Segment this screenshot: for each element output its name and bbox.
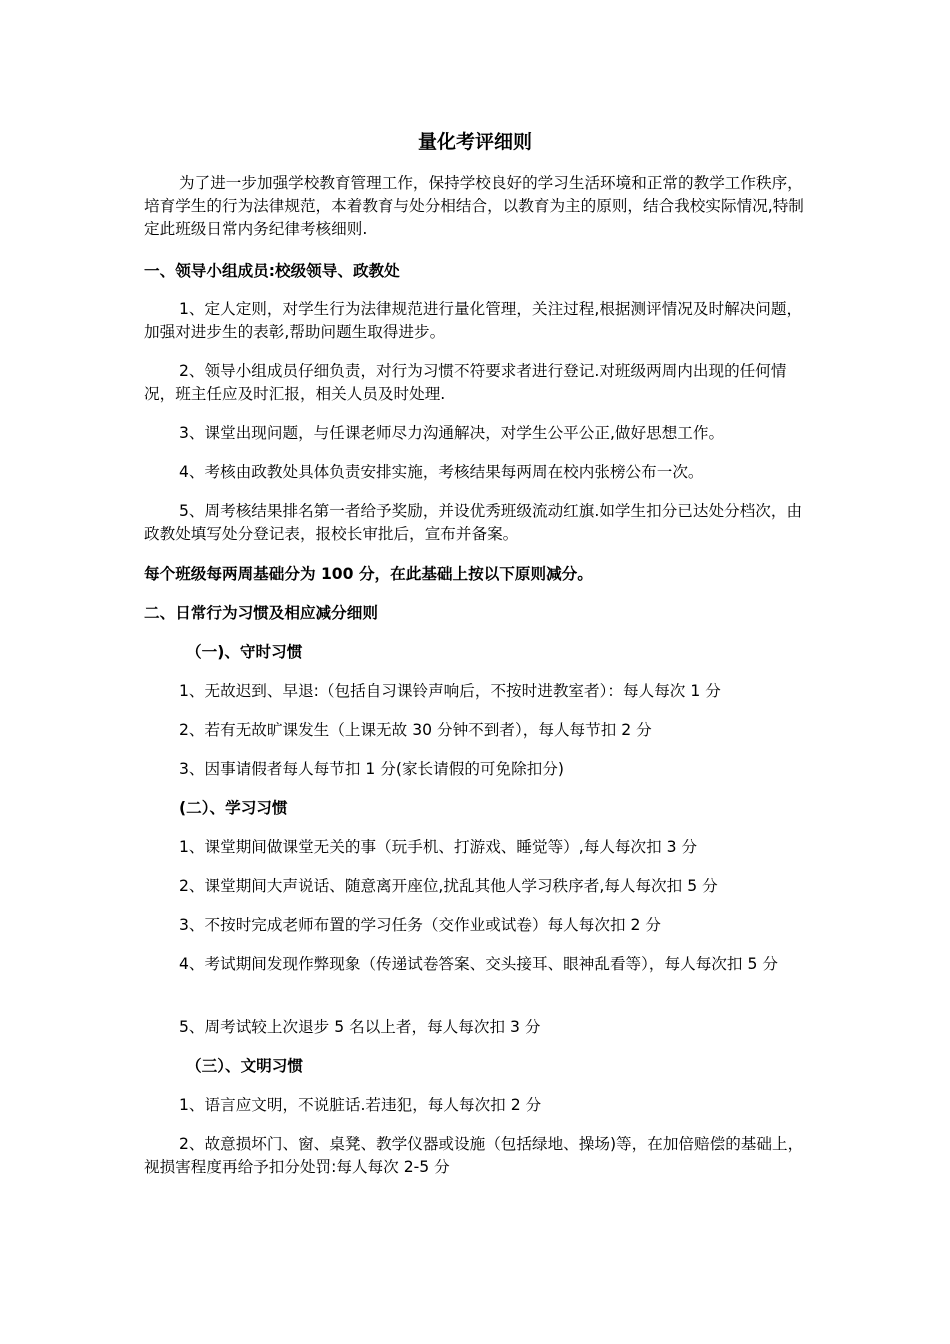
sub2-item-2: 2、课堂期间大声说话、随意离开座位,扰乱其他人学习秩序者,每人每次扣 5 分 (179, 877, 718, 895)
section1-item-1: 1、定人定则，对学生行为法律规范进行量化管理，关注过程,根据测评情况及时解决问题，加强对进步生的表彰,帮助问题生取得进步。 (144, 300, 803, 341)
subsection3-heading: （三）、文明习惯 (186, 1057, 303, 1075)
section2-heading: 二、日常行为习惯及相应减分细则 (144, 604, 378, 622)
sub3-item-1: 1、语言应文明，不说脏话.若违犯，每人每次扣 2 分 (179, 1096, 542, 1114)
sub2-item-5: 5、周考试较上次退步 5 名以上者，每人每次扣 3 分 (179, 1018, 541, 1036)
section1-item-4: 4、考核由政教处具体负责安排实施，考核结果每两周在校内张榜公布一次。 (179, 463, 704, 481)
subsection2-heading: (二）、学习习惯 (179, 799, 288, 817)
intro-paragraph: 为了进一步加强学校教育管理工作，保持学校良好的学习生活环境和正常的教学工作秩序，培育学生的行为法律规范，本着教育与处分相结合，以教育为主的原则，结合我校实际情况,特制定此班级日常内务纪律考核细则. (144, 174, 804, 238)
subsection1-heading: （一)、守时习惯 (186, 643, 303, 661)
sub3-item-2: 2、故意损坏门、窗、桌凳、教学仪器或设施（包括绿地、操场)等，在加倍赔偿的基础上，视损害程度再给予扣分处罚:每人每次 2-5 分 (144, 1135, 804, 1176)
section1-item-5: 5、周考核结果排名第一者给予奖励，并设优秀班级流动红旗.如学生扣分已达处分档次，由政教处填写处分登记表，报校长审批后，宣布并备案。 (144, 502, 803, 543)
sub1-item-3: 3、因事请假者每人每节扣 1 分(家长请假的可免除扣分) (179, 760, 564, 778)
sub2-item-1: 1、课堂期间做课堂无关的事（玩手机、打游戏、睡觉等）,每人每次扣 3 分 (179, 838, 698, 856)
sub1-item-1: 1、无故迟到、早退:（包括自习课铃声响后，不按时进教室者）：每人每次 1 分 (179, 682, 721, 700)
sub2-item-3: 3、不按时完成老师布置的学习任务（交作业或试卷）每人每次扣 2 分 (179, 916, 661, 934)
base-rule: 每个班级每两周基础分为 100 分，在此基础上按以下原则减分。 (144, 565, 593, 583)
document-title: 量化考评细则 (417, 131, 532, 153)
sub2-item-4: 4、考试期间发现作弊现象（传递试卷答案、交头接耳、眼神乱看等），每人每次扣 5 分 (179, 955, 778, 973)
section1-heading: 一、领导小组成员:校级领导、政教处 (144, 262, 400, 280)
section1-item-2: 2、领导小组成员仔细负责，对行为习惯不符要求者进行登记.对班级两周内出现的任何情况，班主任应及时汇报，相关人员及时处理. (144, 362, 787, 403)
section1-item-3: 3、课堂出现问题，与任课老师尽力沟通解决，对学生公平公正,做好思想工作。 (179, 424, 725, 442)
sub1-item-2: 2、若有无故旷课发生（上课无故 30 分钟不到者），每人每节扣 2 分 (179, 721, 652, 739)
